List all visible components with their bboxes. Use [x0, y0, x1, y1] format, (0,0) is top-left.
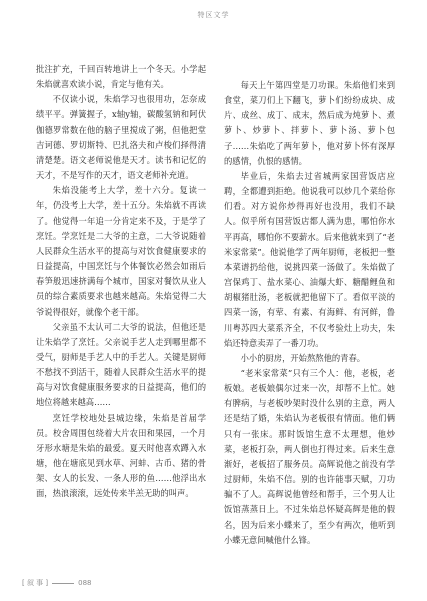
left-column — [36, 62, 206, 562]
paragraph: 每天上午第四堂是刀功课。朱焰他们来到食堂，菜刀们上下翻飞，萝卜们纷纷成块、成片、成丝、成丁、成末，然后成为炖萝卜、煮萝卜、炒萝卜、拌萝卜、萝卜汤、萝卜包子……朱焰吃了两年萝卜，他对萝卜怀有深厚的感情，仇恨的感情。 — [224, 80, 395, 166]
section-label: [ 叙 事 ] — [22, 579, 49, 587]
paragraph: 烹饪学校地处县城边缘，朱焰是首届学员。校舍周围包绕着大片农田和果园，一个月牙形水塘是朱焰的最爱。夏天时他喜欢蹲入水塘，他在塘底见到水草、河蚌、古币、猪的骨架、女人的长发、一条人形的鱼……他浮出水面，热浪滚滚，远处传来半羔无助的叫声。 — [36, 412, 206, 499]
page-number: 088 — [78, 579, 92, 587]
paragraph: 父亲虽不太认可二大爷的说法，但他还是让朱焰学了烹饪。父亲说手艺人走到哪里都不受气，厨师是手艺人中的手艺人。关键是厨师不愁找不到活干，随着人民群众生活水平的提高与对饮食健康服务要求的日益提高，他们的地位将越来越高…… — [36, 321, 206, 408]
magazine-header: 特区文学 — [197, 11, 230, 19]
footer-divider — [52, 583, 74, 584]
paragraph: 朱焰没能考上大学，差十六分。复读一年，仍没考上大学，差十五分。朱焰就不再读了。他觉得一年追一分肯定来不及，于是学了烹饪。学烹饪是二大爷的主意，二大爷说随着人民群众生活水平的提高与对饮食健康要求的日益提高，中国烹饪与个体餐饮必然会如雨后春笋般迅速挤满每个城市，国家对餐饮从业人员的综合素质要求也越来越高。朱焰觉得二大爷说得很好，就像个老干部。 — [36, 185, 206, 317]
paragraph: 不仅读小说，朱焰学习也很用功，怎奈成绩平平。弹簧握子，x轴y轴，碳酸氢钠和阿伏伽德罗常数在他的脑子里搅成了粥，但他把堂吉诃德、罗切斯特、巴扎洛夫和卢梭们择得清清楚楚。语文老师说他是天才。读书和记忆的天才，不是写作的天才，语文老师补充道。 — [36, 94, 206, 181]
paragraph: 毕业后，朱焰去过省城两家国营饭店应聘，全都遭到拒绝。他说我可以炒几个菜给你们看。对方说你炒得再好也没用，我们不缺人。似乎所有国营饭店都人满为患，哪怕你水平再高，哪怕你不要薪水。后来他就来到了“老米家常菜”。他说他学了两年厨师，老板把一整本菜谱扔给他，说挑四菜一汤做了。朱焰做了宫保鸡丁、盐水菜心、油爆大虾、糖醋鲤鱼和胡椒猪肚汤，老板就把他留下了。看似平淡的四菜一汤，有荤、有素、有海鲜、有河鲜，鲁川粤苏四大菜系齐全，不仅考验灶上功夫，朱焰还特意卖弄了一番刀功。 — [224, 170, 395, 348]
page-footer — [22, 578, 92, 588]
right-column — [224, 78, 395, 578]
paragraph: “老米家常菜”只有三个人：他，老板，老板娘。老板娘偶尔过来一次，却帮不上忙。她有脾病，与老板吵架时没什么别的主意，两人还是结了婚，朱焰认为老板很有情面。他们俩只有一张床。那时饭馆生意不太理想，他炒菜，老板打杂，两人倒也打得过来。后来生意渐好，老板招了服务员。高辉说他之前没有学过厨师，朱焰不信。别的也许能事天赋，刀功骗不了人。高辉说他曾经和帮手，三个男人让饭馆蒸蒸日上。不过朱焰总怀疑高辉是他的假名，因为后来小蝶来了，至少有两次，他听到小蝶无意间喊他什么锋。 — [224, 367, 395, 545]
paragraph: 小小的厨房，开始熬熬他的青春。 — [240, 352, 366, 363]
paragraph: 批注扩充，千回百转地讲上一个冬天。小学起朱焰就喜欢读小说，肯定与他有关。 — [36, 64, 206, 90]
